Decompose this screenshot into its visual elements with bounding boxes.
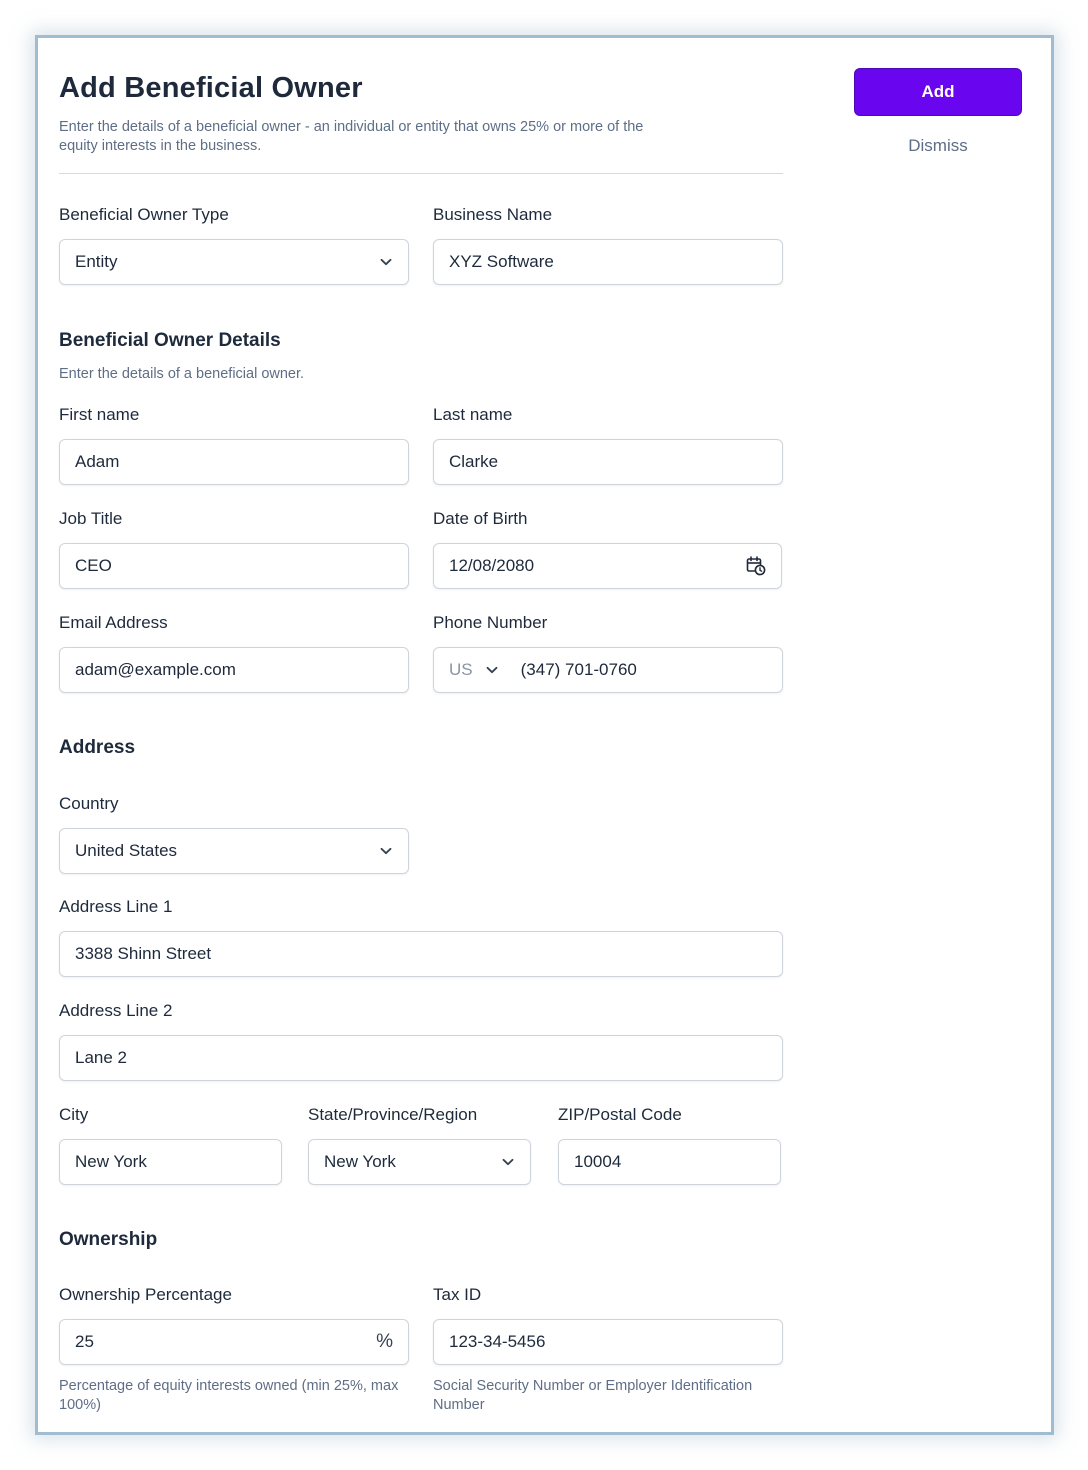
date-of-birth-value: 12/08/2080 — [449, 556, 535, 575]
business-name-input[interactable] — [433, 239, 783, 285]
state-select[interactable] — [308, 1139, 531, 1185]
zip-value: 10004 — [574, 1152, 622, 1171]
business-name-label: Business Name — [433, 205, 553, 224]
phone-country-select[interactable] — [449, 660, 499, 680]
last-name-input[interactable] — [433, 439, 783, 485]
address-line1-value: 3388 Shinn Street — [75, 944, 212, 963]
country-field — [59, 793, 409, 860]
address-line1-field — [59, 896, 783, 963]
address-line2-field — [59, 1000, 783, 1067]
address-section-title: Address — [59, 737, 136, 758]
last-name-field — [433, 404, 783, 471]
state-label: State/Province/Region — [308, 1105, 478, 1124]
owner-type-value: Entity — [75, 252, 118, 271]
dismiss-button[interactable]: Dismiss — [908, 136, 968, 155]
owner-type-field — [59, 204, 409, 271]
tax-id-field — [433, 1284, 783, 1413]
details-section-description: Enter the details of a beneficial owner. — [59, 366, 305, 382]
phone-label: Phone Number — [433, 613, 548, 632]
job-title-value: CEO — [75, 556, 112, 575]
address-line2-label: Address Line 2 — [59, 1001, 173, 1020]
phone-country-code: US — [449, 660, 473, 679]
email-field — [59, 612, 409, 679]
page-description: Enter the details of a beneficial owner - an individual or entity that owns 25% or more of the equity interests in the business. — [59, 119, 644, 154]
tax-id-value: 123-34-5456 — [449, 1332, 546, 1351]
ownership-section-title: Ownership — [59, 1229, 158, 1250]
ownership-percentage-label: Ownership Percentage — [59, 1285, 232, 1304]
add-beneficial-owner-panel — [35, 35, 1054, 1435]
chevron-down-icon — [501, 1155, 515, 1169]
zip-input[interactable] — [558, 1139, 781, 1185]
last-name-value: Clarke — [449, 452, 499, 471]
chevron-down-icon — [485, 663, 499, 677]
owner-type-select[interactable] — [59, 239, 409, 285]
ownership-percentage-help: Percentage of equity interests owned (min 25%, max 100%) — [59, 1378, 399, 1413]
action-panel — [854, 68, 1022, 156]
last-name-label: Last name — [433, 405, 513, 424]
address-line2-input[interactable] — [59, 1035, 783, 1081]
city-input[interactable] — [59, 1139, 282, 1185]
header-divider — [59, 173, 783, 174]
email-value: adam@example.com — [75, 660, 236, 679]
email-input[interactable] — [59, 647, 409, 693]
phone-number-input[interactable]: (347) 701-0760 — [520, 660, 637, 679]
page-title: Add Beneficial Owner — [59, 72, 363, 104]
job-title-label: Job Title — [59, 509, 123, 528]
date-of-birth-label: Date of Birth — [433, 509, 528, 528]
phone-input-group — [433, 647, 783, 693]
tax-id-input[interactable] — [433, 1319, 783, 1365]
city-value: New York — [75, 1152, 147, 1171]
job-title-field — [59, 508, 409, 575]
address-line2-value: Lane 2 — [75, 1048, 127, 1067]
business-name-value: XYZ Software — [449, 252, 554, 271]
chevron-down-icon — [379, 844, 393, 858]
details-section-title: Beneficial Owner Details — [59, 330, 281, 351]
ownership-percentage-value: 25 — [75, 1332, 94, 1351]
country-label: Country — [59, 794, 119, 813]
state-value: New York — [324, 1152, 396, 1171]
add-button[interactable]: Add — [854, 68, 1022, 116]
first-name-value: Adam — [75, 452, 120, 471]
tax-id-help: Social Security Number or Employer Identification Number — [433, 1378, 753, 1413]
email-label: Email Address — [59, 613, 168, 632]
business-name-field — [433, 204, 783, 271]
calendar-clock-icon[interactable] — [746, 556, 766, 576]
zip-field — [558, 1104, 781, 1171]
percent-suffix-icon: % — [376, 1331, 393, 1352]
job-title-input[interactable] — [59, 543, 409, 589]
address-line1-label: Address Line 1 — [59, 897, 173, 916]
first-name-field — [59, 404, 409, 471]
city-label: City — [59, 1105, 89, 1124]
chevron-down-icon — [379, 255, 393, 269]
first-name-input[interactable] — [59, 439, 409, 485]
country-select[interactable] — [59, 828, 409, 874]
phone-field — [433, 612, 783, 679]
first-name-label: First name — [59, 405, 140, 424]
ownership-percentage-field — [59, 1284, 409, 1413]
date-of-birth-input[interactable] — [433, 543, 782, 589]
date-of-birth-field — [433, 508, 782, 575]
city-field — [59, 1104, 282, 1171]
ownership-percentage-input[interactable] — [59, 1319, 409, 1365]
address-line1-input[interactable] — [59, 931, 783, 977]
country-value: United States — [75, 841, 178, 860]
tax-id-label: Tax ID — [433, 1285, 482, 1304]
owner-type-label: Beneficial Owner Type — [59, 205, 229, 224]
zip-label: ZIP/Postal Code — [558, 1105, 682, 1124]
state-field — [308, 1104, 531, 1171]
